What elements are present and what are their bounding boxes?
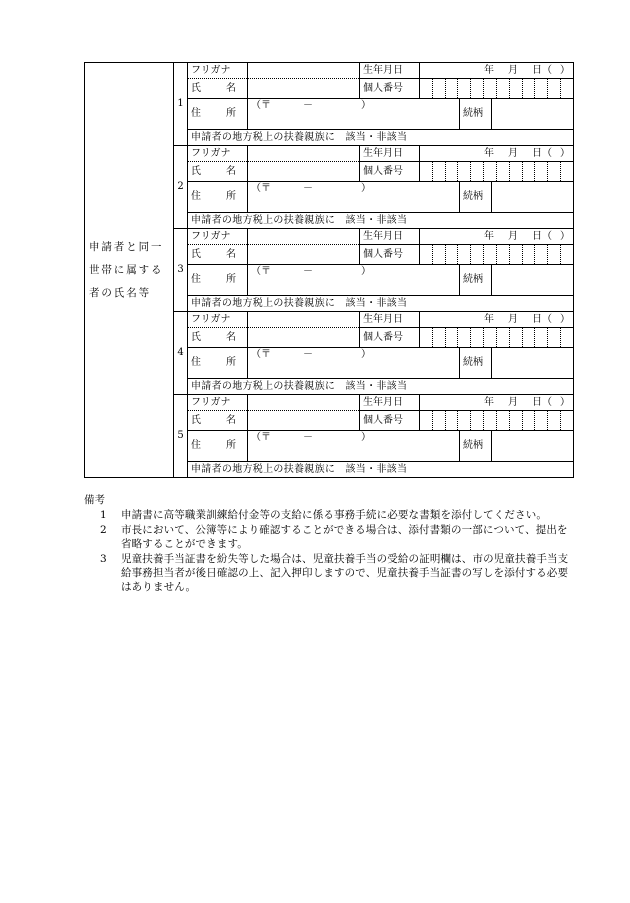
number-digit-box[interactable] bbox=[560, 328, 573, 347]
note-item bbox=[84, 552, 574, 595]
number-digit-box[interactable] bbox=[496, 79, 509, 98]
address-label: 住 所 bbox=[188, 348, 248, 379]
tax-dependent-row[interactable]: 申請者の地方税上の扶養親族に 該当・非該当 bbox=[188, 379, 574, 395]
note-text: 児童扶養手当証書を紛失等した場合は、児童扶養手当の受給の証明欄は、市の児童扶養手当支給事務担当者が後日確認の上、記入押印しますので、児童扶養手当証書の写しを添付する必要はありません。 bbox=[121, 552, 569, 594]
number-digit-box[interactable] bbox=[547, 411, 560, 430]
year-label: 年 bbox=[484, 230, 494, 242]
number-digit-box[interactable] bbox=[470, 411, 483, 430]
number-digit-box[interactable] bbox=[470, 79, 483, 98]
name-label: 氏 名 bbox=[188, 79, 248, 99]
postal-open: （〒 bbox=[251, 100, 271, 111]
number-digit-box[interactable] bbox=[457, 328, 470, 347]
group-label bbox=[85, 63, 174, 478]
number-digit-box[interactable] bbox=[534, 328, 547, 347]
year-label: 年 bbox=[484, 313, 494, 325]
name-field[interactable] bbox=[248, 162, 360, 182]
furigana-label: フリガナ bbox=[188, 395, 248, 411]
group-label-line-2: 世帯に属する bbox=[89, 263, 164, 276]
month-label: 月 bbox=[508, 313, 518, 325]
group-label-line-1: 申請者と同一 bbox=[89, 240, 164, 253]
relationship-field[interactable] bbox=[492, 265, 574, 296]
postal-close: ） bbox=[361, 266, 371, 277]
personal-number-label: 個人番号 bbox=[360, 411, 420, 431]
furigana-field[interactable] bbox=[248, 229, 360, 245]
birthdate-field[interactable] bbox=[420, 312, 574, 328]
relationship-label: 続柄 bbox=[460, 431, 492, 462]
number-digit-box[interactable] bbox=[420, 162, 432, 181]
number-digit-box[interactable] bbox=[445, 328, 458, 347]
postal-open: （〒 bbox=[251, 266, 271, 277]
postal-dash: － bbox=[303, 183, 313, 194]
number-digit-box[interactable] bbox=[470, 162, 483, 181]
birthdate-field[interactable] bbox=[420, 146, 574, 162]
member-number: 2 bbox=[174, 146, 188, 229]
furigana-label: フリガナ bbox=[188, 229, 248, 245]
postal-close: ） bbox=[361, 100, 371, 111]
number-digit-box[interactable] bbox=[509, 328, 522, 347]
member-number: 4 bbox=[174, 312, 188, 395]
day-label: 日（ bbox=[532, 313, 552, 325]
year-label: 年 bbox=[484, 147, 494, 159]
relationship-label: 続柄 bbox=[460, 182, 492, 213]
number-digit-box[interactable] bbox=[420, 328, 432, 347]
number-digit-box[interactable] bbox=[457, 245, 470, 264]
number-digit-box[interactable] bbox=[534, 411, 547, 430]
day-label: 日（ bbox=[532, 396, 552, 408]
birthdate-field[interactable] bbox=[420, 395, 574, 411]
number-digit-box[interactable] bbox=[547, 162, 560, 181]
number-digit-box[interactable] bbox=[534, 245, 547, 264]
relationship-label: 続柄 bbox=[460, 265, 492, 296]
address-field[interactable] bbox=[248, 99, 460, 130]
number-digit-box[interactable] bbox=[432, 328, 445, 347]
number-digit-box[interactable] bbox=[522, 411, 535, 430]
birthdate-label: 生年月日 bbox=[360, 146, 420, 162]
address-label: 住 所 bbox=[188, 431, 248, 462]
number-digit-box[interactable] bbox=[509, 411, 522, 430]
number-digit-box[interactable] bbox=[470, 328, 483, 347]
household-members-table bbox=[84, 62, 574, 478]
postal-dash: － bbox=[303, 432, 313, 443]
number-digit-box[interactable] bbox=[534, 79, 547, 98]
address-label: 住 所 bbox=[188, 265, 248, 296]
number-digit-box[interactable] bbox=[547, 245, 560, 264]
group-label-line-3: 者の氏名等 bbox=[89, 286, 151, 299]
birthdate-label: 生年月日 bbox=[360, 63, 420, 79]
postal-close: ） bbox=[361, 349, 371, 360]
number-digit-box[interactable] bbox=[432, 79, 445, 98]
tax-dependent-row[interactable]: 申請者の地方税上の扶養親族に 該当・非該当 bbox=[188, 296, 574, 312]
postal-dash: － bbox=[303, 100, 313, 111]
note-number: 2 bbox=[100, 523, 107, 536]
furigana-label: フリガナ bbox=[188, 312, 248, 328]
number-digit-box[interactable] bbox=[483, 411, 496, 430]
postal-dash: － bbox=[303, 349, 313, 360]
relationship-field[interactable] bbox=[492, 348, 574, 379]
close-paren: ） bbox=[560, 313, 570, 325]
number-digit-box[interactable] bbox=[547, 328, 560, 347]
postal-close: ） bbox=[361, 432, 371, 443]
day-label: 日（ bbox=[532, 64, 552, 76]
name-field[interactable] bbox=[248, 411, 360, 431]
note-item bbox=[84, 523, 574, 552]
number-digit-box[interactable] bbox=[457, 162, 470, 181]
number-digit-box[interactable] bbox=[432, 245, 445, 264]
number-digit-box[interactable] bbox=[496, 411, 509, 430]
name-label: 氏 名 bbox=[188, 411, 248, 431]
number-digit-box[interactable] bbox=[457, 79, 470, 98]
tax-dependent-row[interactable]: 申請者の地方税上の扶養親族に 該当・非該当 bbox=[188, 130, 574, 146]
number-digit-box[interactable] bbox=[547, 79, 560, 98]
relationship-label: 続柄 bbox=[460, 99, 492, 130]
day-label: 日（ bbox=[532, 147, 552, 159]
number-digit-box[interactable] bbox=[432, 411, 445, 430]
relationship-field[interactable] bbox=[492, 431, 574, 462]
personal-number-label: 個人番号 bbox=[360, 245, 420, 265]
birthdate-label: 生年月日 bbox=[360, 395, 420, 411]
birthdate-label: 生年月日 bbox=[360, 229, 420, 245]
address-field[interactable] bbox=[248, 182, 460, 213]
personal-number-label: 個人番号 bbox=[360, 328, 420, 348]
furigana-label: フリガナ bbox=[188, 63, 248, 79]
personal-number-field[interactable] bbox=[420, 411, 574, 431]
number-digit-box[interactable] bbox=[522, 245, 535, 264]
furigana-field[interactable] bbox=[248, 312, 360, 328]
relationship-label: 続柄 bbox=[460, 348, 492, 379]
number-digit-box[interactable] bbox=[496, 328, 509, 347]
close-paren: ） bbox=[560, 230, 570, 242]
number-digit-box[interactable] bbox=[509, 79, 522, 98]
note-item bbox=[84, 508, 574, 522]
personal-number-label: 個人番号 bbox=[360, 162, 420, 182]
number-digit-box[interactable] bbox=[470, 245, 483, 264]
relationship-field[interactable] bbox=[492, 182, 574, 213]
address-field[interactable] bbox=[248, 348, 460, 379]
number-digit-box[interactable] bbox=[560, 162, 573, 181]
postal-open: （〒 bbox=[251, 432, 271, 443]
member-number: 1 bbox=[174, 63, 188, 146]
relationship-field[interactable] bbox=[492, 99, 574, 130]
number-digit-box[interactable] bbox=[420, 411, 432, 430]
note-text: 市長において、公簿等により確認することができる場合は、添付書類の一部について、提出を省略することができます。 bbox=[121, 523, 568, 551]
postal-open: （〒 bbox=[251, 349, 271, 360]
name-label: 氏 名 bbox=[188, 245, 248, 265]
notes-section bbox=[84, 493, 574, 595]
number-digit-box[interactable] bbox=[420, 245, 432, 264]
furigana-label: フリガナ bbox=[188, 146, 248, 162]
furigana-field[interactable] bbox=[248, 63, 360, 79]
close-paren: ） bbox=[560, 147, 570, 159]
number-digit-box[interactable] bbox=[445, 245, 458, 264]
number-digit-box[interactable] bbox=[560, 79, 573, 98]
number-digit-box[interactable] bbox=[509, 245, 522, 264]
personal-number-field[interactable] bbox=[420, 79, 574, 99]
notes-heading: 備考 bbox=[84, 494, 105, 506]
tax-dependent-row[interactable]: 申請者の地方税上の扶養親族に 該当・非該当 bbox=[188, 213, 574, 229]
number-digit-box[interactable] bbox=[534, 162, 547, 181]
number-digit-box[interactable] bbox=[522, 162, 535, 181]
name-label: 氏 名 bbox=[188, 328, 248, 348]
furigana-field[interactable] bbox=[248, 395, 360, 411]
postal-close: ） bbox=[361, 183, 371, 194]
number-digit-box[interactable] bbox=[432, 162, 445, 181]
name-field[interactable] bbox=[248, 79, 360, 99]
address-field[interactable] bbox=[248, 265, 460, 296]
member-number: 5 bbox=[174, 395, 188, 478]
close-paren: ） bbox=[560, 396, 570, 408]
number-digit-box[interactable] bbox=[522, 79, 535, 98]
personal-number-label: 個人番号 bbox=[360, 79, 420, 99]
number-digit-box[interactable] bbox=[483, 79, 496, 98]
number-digit-box[interactable] bbox=[522, 328, 535, 347]
name-field[interactable] bbox=[248, 245, 360, 265]
month-label: 月 bbox=[508, 147, 518, 159]
birthdate-field[interactable] bbox=[420, 229, 574, 245]
name-label: 氏 名 bbox=[188, 162, 248, 182]
address-label: 住 所 bbox=[188, 182, 248, 213]
number-digit-box[interactable] bbox=[560, 245, 573, 264]
number-digit-box[interactable] bbox=[560, 411, 573, 430]
number-digit-box[interactable] bbox=[445, 411, 458, 430]
close-paren: ） bbox=[560, 64, 570, 76]
address-label: 住 所 bbox=[188, 99, 248, 130]
name-field[interactable] bbox=[248, 328, 360, 348]
year-label: 年 bbox=[484, 64, 494, 76]
note-number: 1 bbox=[100, 509, 107, 522]
tax-dependent-row[interactable]: 申請者の地方税上の扶養親族に 該当・非該当 bbox=[188, 462, 574, 478]
number-digit-box[interactable] bbox=[445, 79, 458, 98]
number-digit-box[interactable] bbox=[445, 162, 458, 181]
month-label: 月 bbox=[508, 230, 518, 242]
number-digit-box[interactable] bbox=[483, 245, 496, 264]
number-digit-box[interactable] bbox=[457, 411, 470, 430]
day-label: 日（ bbox=[532, 230, 552, 242]
note-number: 3 bbox=[100, 552, 107, 565]
personal-number-field[interactable] bbox=[420, 162, 574, 182]
postal-open: （〒 bbox=[251, 183, 271, 194]
number-digit-box[interactable] bbox=[496, 245, 509, 264]
address-field[interactable] bbox=[248, 431, 460, 462]
personal-number-field[interactable] bbox=[420, 245, 574, 265]
birthdate-field[interactable] bbox=[420, 63, 574, 79]
number-digit-box[interactable] bbox=[509, 162, 522, 181]
year-label: 年 bbox=[484, 396, 494, 408]
month-label: 月 bbox=[508, 396, 518, 408]
note-text: 申請書に高等職業訓練給付金等の支給に係る事務手続に必要な書類を添付してください。 bbox=[121, 509, 547, 522]
number-digit-box[interactable] bbox=[496, 162, 509, 181]
birthdate-label: 生年月日 bbox=[360, 312, 420, 328]
number-digit-box[interactable] bbox=[420, 79, 432, 98]
member-number: 3 bbox=[174, 229, 188, 312]
furigana-field[interactable] bbox=[248, 146, 360, 162]
number-digit-box[interactable] bbox=[483, 162, 496, 181]
month-label: 月 bbox=[508, 64, 518, 76]
number-digit-box[interactable] bbox=[483, 328, 496, 347]
postal-dash: － bbox=[303, 266, 313, 277]
personal-number-field[interactable] bbox=[420, 328, 574, 348]
